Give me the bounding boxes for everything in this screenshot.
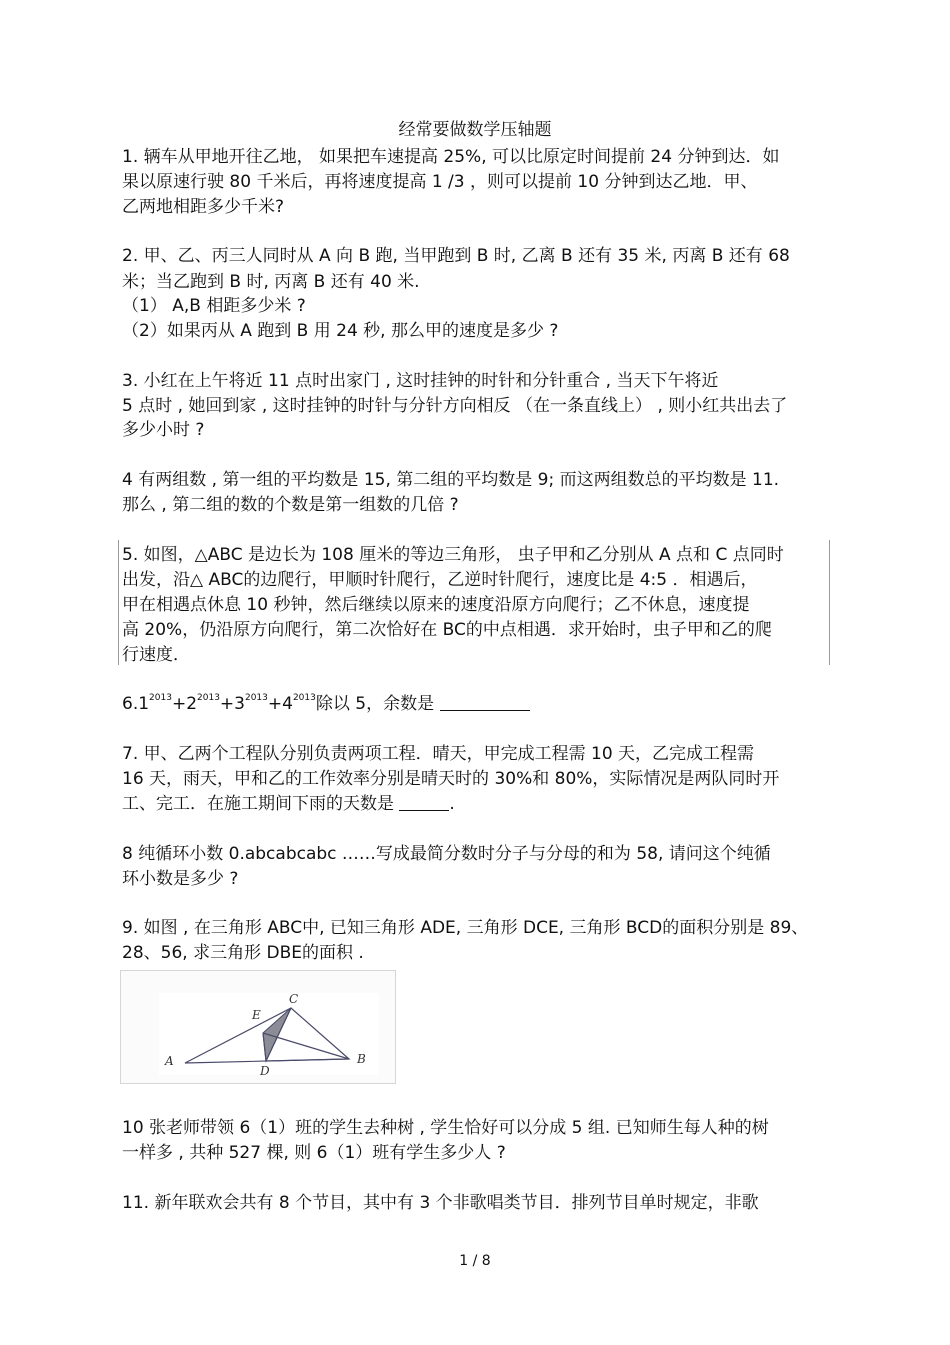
q9-line-1: 9. 如图 , 在三角形 ABC中, 已知三角形 ADE, 三角形 DCE, 三角形 BCD的面积分别是 89、 [122, 918, 809, 938]
q6-exponent-1: 2013 [149, 693, 172, 703]
q6-term-2: +2 [171, 694, 198, 714]
q10-line-1: 10 张老师带领 6（1）班的学生去种树 , 学生恰好可以分成 5 组. 已知师生每人种的树 [122, 1118, 769, 1138]
label-b: B [357, 1052, 366, 1066]
q5-line-2: 出发，沿△ ABC的边爬行，甲顺时针爬行，乙逆时针爬行，速度比是 4:5 ．相遇后， [122, 570, 758, 590]
q6-term-3: +3 [219, 694, 245, 714]
q7-period: . [449, 794, 455, 814]
q6-prefix: 6.1 [122, 694, 150, 714]
q1-line-1: 1. 辆车从甲地开往乙地， 如果把车速提高 25%, 可以比原定时间提前 24 分钟到达．如 [122, 147, 780, 167]
triangle-figure [120, 970, 396, 1084]
q7-line-1: 7. 甲、乙两个工程队分别负责两项工程．晴天，甲完成工程需 10 天，乙完成工程需 [122, 744, 755, 764]
q3-line-2: 5 点时 , 她回到家 , 这时挂钟的时针与分针方向相反 （在一条直线上） , 则小红共出去了 [122, 396, 788, 416]
q7-line-2: 16 天，雨天，甲和乙的工作效率分别是晴天时的 30%和 80%，实际情况是两队同时开 [122, 769, 780, 789]
page-title: 经常要做数学压轴题 [398, 120, 552, 140]
q10-line-2: 一样多 , 共种 527 棵, 则 6（1）班有学生多少人 ? [122, 1143, 506, 1163]
q3-line-1: 3. 小红在上午将近 11 点时出家门 , 这时挂钟的时针和分针重合 , 当天下午将近 [122, 371, 719, 391]
q8-line-2: 环小数是多少 ? [122, 869, 239, 889]
q7-line-3 [122, 792, 455, 816]
q2-line-3: （1） A,B 相距多少米 ? [122, 296, 306, 316]
label-d: D [260, 1064, 270, 1078]
q4-line-2: 那么 , 第二组的数的个数是第一组数的几倍 ? [122, 495, 459, 515]
q4-line-1: 4 有两组数 , 第一组的平均数是 15, 第二组的平均数是 9; 而这两组数总的平均数是 11. [122, 470, 780, 490]
q6-exponent-2: 2013 [197, 693, 220, 703]
q5-line-1: 5. 如图，△ABC 是边长为 108 厘米的等边三角形， 虫子甲和乙分别从 A 点和 C 点同时 [122, 545, 784, 565]
q5-line-3: 甲在相遇点休息 10 秒钟，然后继续以原来的速度沿原方向爬行；乙不休息，速度提 [122, 595, 750, 615]
triangle-diagram [121, 971, 395, 1083]
q2-line-2: 米；当乙跑到 B 时, 丙离 B 还有 40 米. [122, 272, 420, 292]
q6-line [122, 692, 530, 716]
q6-exponent-4: 2013 [292, 693, 316, 703]
q2-line-1: 2. 甲、乙、丙三人同时从 A 向 B 跑, 当甲跑到 B 时, 乙离 B 还有 35 米, 丙离 B 还有 68 [122, 246, 790, 266]
page-number: 1 / 8 [459, 1253, 491, 1269]
q5-line-4: 高 20%，仍沿原方向爬行，第二次恰好在 BC的中点相遇．求开始时，虫子甲和乙的爬 [122, 620, 772, 640]
q1-line-3: 乙两地相距多少千米? [122, 197, 285, 217]
label-a: A [165, 1054, 174, 1068]
q6-exponent-3: 2013 [244, 693, 268, 703]
answer-blank [399, 794, 449, 811]
q7-line-3-text: 工、完工．在施工期间下雨的天数是 [122, 794, 394, 814]
q11-line-1: 11. 新年联欢会共有 8 个节目，其中有 3 个非歌唱类节目．排列节目单时规定，非歌 [122, 1193, 759, 1213]
q8-line-1: 8 纯循环小数 0.abcabcabc ……写成最简分数时分子与分母的和为 58, 请问这个纯循 [122, 844, 771, 864]
answer-blank [440, 694, 530, 711]
q3-line-3: 多少小时 ? [122, 420, 205, 440]
q9-line-2: 28、56, 求三角形 DBE的面积 . [122, 943, 364, 963]
label-e: E [252, 1008, 261, 1022]
q1-line-2: 果以原速行驶 80 千米后，再将速度提高 1 /3 ，则可以提前 10 分钟到达乙地．甲、 [122, 172, 758, 192]
label-c: C [289, 992, 299, 1006]
q6-term-4: +4 [267, 694, 293, 714]
q5-line-5: 行速度． [122, 645, 190, 665]
q2-line-4: （2）如果丙从 A 跑到 B 用 24 秒, 那么甲的速度是多少 ? [122, 321, 559, 341]
q6-suffix: 除以 5，余数是 [315, 694, 435, 714]
